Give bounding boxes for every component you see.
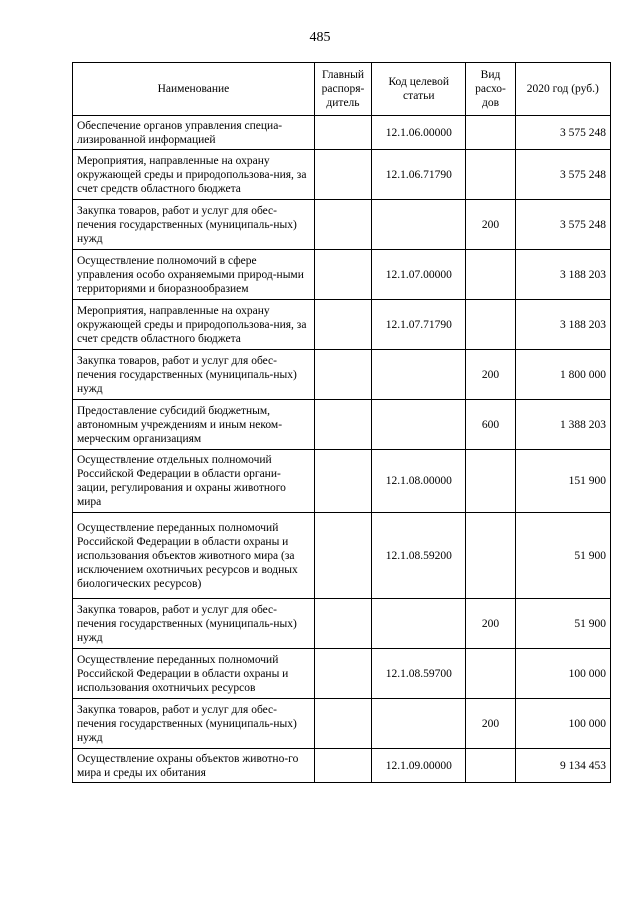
- cell-name: Осуществление переданных полномочий Российской Федерации в области охраны и использования охотничьих ресурсов: [73, 649, 315, 699]
- cell-code: 12.1.08.59200: [372, 513, 466, 599]
- cell-amount: 3 188 203: [515, 250, 610, 300]
- cell-name: Мероприятия, направленные на охрану окружающей среды и природопользова-ния, за счет средств областного бюджета: [73, 150, 315, 200]
- cell-name: Закупка товаров, работ и услуг для обес-печения государственных (муниципаль-ных) нужд: [73, 599, 315, 649]
- header-kind: Вид расхо-дов: [466, 63, 515, 116]
- table-row: [73, 513, 611, 599]
- cell-kind: 600: [466, 400, 515, 450]
- cell-name: Осуществление отдельных полномочий Российской Федерации в области органи-зации, регулирования и охраны животного мира: [73, 450, 315, 513]
- cell-code: 12.1.07.71790: [372, 300, 466, 350]
- table-row: [73, 400, 611, 450]
- cell-name: Осуществление переданных полномочий Российской Федерации в области охраны и использования объектов животного мира (за исключением охотничьих ресурсов и водных биологических ресурсов): [73, 513, 315, 599]
- cell-kind: [466, 450, 515, 513]
- table-row: [73, 350, 611, 400]
- cell-code: 12.1.08.59700: [372, 649, 466, 699]
- cell-name: Осуществление охраны объектов животно-го мира и среды их обитания: [73, 749, 315, 783]
- cell-amount: 51 900: [515, 513, 610, 599]
- table-row: [73, 300, 611, 350]
- budget-table: [72, 62, 611, 783]
- table-row: [73, 649, 611, 699]
- table-row: [73, 450, 611, 513]
- table-row: [73, 250, 611, 300]
- cell-kind: [466, 649, 515, 699]
- cell-admin: [314, 116, 371, 150]
- table-header: [73, 63, 611, 116]
- header-code: Код целевой статьи: [372, 63, 466, 116]
- cell-code: [372, 699, 466, 749]
- cell-admin: [314, 699, 371, 749]
- cell-kind: [466, 513, 515, 599]
- cell-amount: 100 000: [515, 649, 610, 699]
- cell-amount: 3 575 248: [515, 200, 610, 250]
- cell-admin: [314, 200, 371, 250]
- table-row: [73, 150, 611, 200]
- cell-code: 12.1.07.00000: [372, 250, 466, 300]
- cell-admin: [314, 649, 371, 699]
- table-row: [73, 699, 611, 749]
- cell-code: [372, 200, 466, 250]
- cell-code: 12.1.09.00000: [372, 749, 466, 783]
- table-body: [73, 116, 611, 783]
- cell-kind: [466, 749, 515, 783]
- cell-name: Предоставление субсидий бюджетным, автономным учреждениям и иным неком-мерческим организациям: [73, 400, 315, 450]
- cell-admin: [314, 450, 371, 513]
- cell-admin: [314, 400, 371, 450]
- cell-code: [372, 350, 466, 400]
- cell-name: Закупка товаров, работ и услуг для обес-печения государственных (муниципаль-ных) нужд: [73, 699, 315, 749]
- cell-amount: 100 000: [515, 699, 610, 749]
- cell-amount: 51 900: [515, 599, 610, 649]
- cell-kind: [466, 150, 515, 200]
- cell-amount: 9 134 453: [515, 749, 610, 783]
- cell-kind: 200: [466, 200, 515, 250]
- cell-code: [372, 400, 466, 450]
- cell-kind: [466, 116, 515, 150]
- cell-admin: [314, 599, 371, 649]
- cell-admin: [314, 300, 371, 350]
- header-amount: 2020 год (руб.): [515, 63, 610, 116]
- cell-name: Мероприятия, направленные на охрану окружающей среды и природопользова-ния, за счет средств областного бюджета: [73, 300, 315, 350]
- table-row: [73, 116, 611, 150]
- cell-admin: [314, 513, 371, 599]
- cell-kind: 200: [466, 350, 515, 400]
- cell-amount: 151 900: [515, 450, 610, 513]
- cell-admin: [314, 250, 371, 300]
- cell-kind: 200: [466, 699, 515, 749]
- header-name: Наименование: [73, 63, 315, 116]
- page-number: 485: [309, 30, 331, 45]
- cell-code: 12.1.08.00000: [372, 450, 466, 513]
- cell-name: Закупка товаров, работ и услуг для обес-печения государственных (муниципаль-ных) нужд: [73, 200, 315, 250]
- header-admin: Главный распоря-дитель: [314, 63, 371, 116]
- cell-name: Обеспечение органов управления специа-лизированной информацией: [73, 116, 315, 150]
- cell-amount: 3 575 248: [515, 116, 610, 150]
- cell-kind: [466, 250, 515, 300]
- table-row: [73, 200, 611, 250]
- cell-amount: 1 800 000: [515, 350, 610, 400]
- cell-amount: 1 388 203: [515, 400, 610, 450]
- cell-admin: [314, 350, 371, 400]
- cell-kind: [466, 300, 515, 350]
- cell-code: [372, 599, 466, 649]
- cell-admin: [314, 150, 371, 200]
- header-row: [73, 63, 611, 116]
- cell-admin: [314, 749, 371, 783]
- cell-kind: 200: [466, 599, 515, 649]
- cell-amount: 3 575 248: [515, 150, 610, 200]
- cell-code: 12.1.06.71790: [372, 150, 466, 200]
- table-row: [73, 749, 611, 783]
- cell-code: 12.1.06.00000: [372, 116, 466, 150]
- cell-name: Осуществление полномочий в сфере управления особо охраняемыми природ-ными территориями и биоразнообразием: [73, 250, 315, 300]
- table-row: [73, 599, 611, 649]
- cell-name: Закупка товаров, работ и услуг для обес-печения государственных (муниципаль-ных) нужд: [73, 350, 315, 400]
- cell-amount: 3 188 203: [515, 300, 610, 350]
